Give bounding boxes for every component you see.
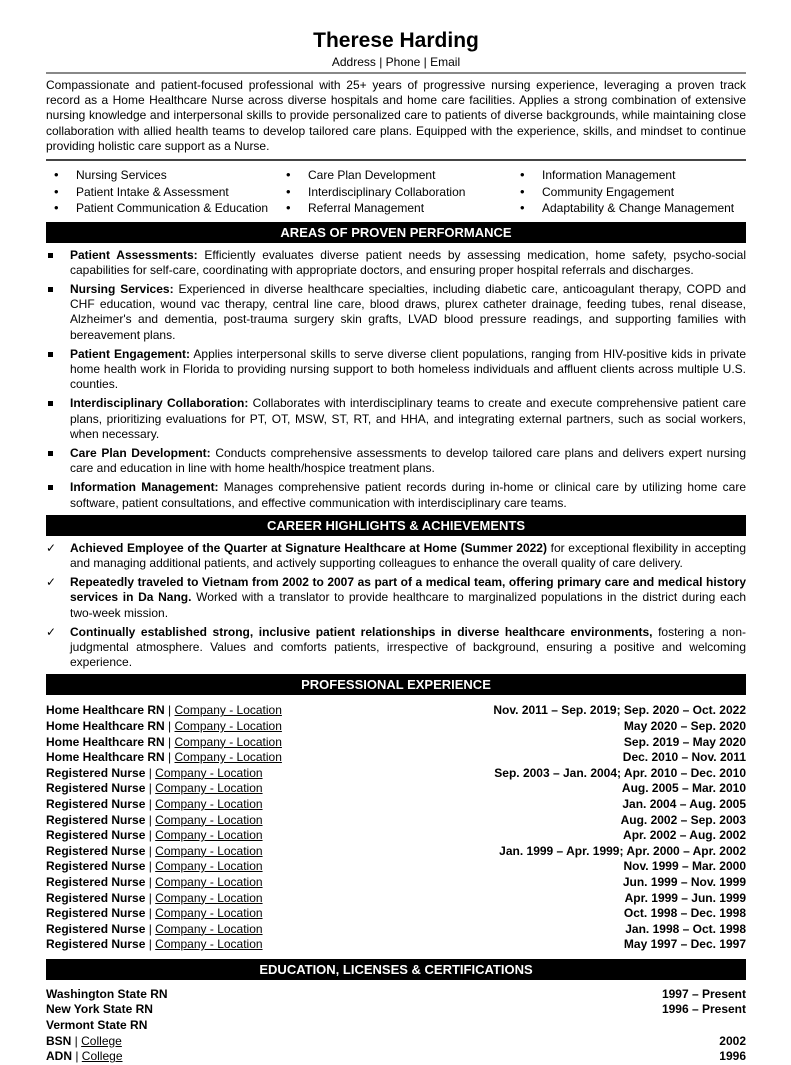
highlight-item-title: Achieved Employee of the Quarter at Signature Healthcare at Home (Summer 2022): [70, 540, 547, 555]
performance-item-text: Conducts comprehensive assessments to develop tailored care plans and delivers expert nursing care and education in line with home health/hospice treatment plans.: [70, 445, 746, 476]
credential-title: New York State RN: [46, 1002, 153, 1017]
highlight-item-text: for exceptional flexibility in accepting and managing additional patients, and actively supporting colleagues to enhance the overall quality of care delivery.: [70, 540, 747, 570]
school-link[interactable]: College: [81, 1033, 122, 1048]
experience-row: [46, 844, 746, 860]
experience-role: [46, 750, 282, 766]
skill-item: • Referral Management: [278, 200, 512, 217]
experience-role: [46, 703, 282, 719]
job-title: Registered Nurse: [46, 765, 146, 780]
credential: [46, 1018, 147, 1034]
credential-dates: 2002: [719, 1033, 746, 1048]
highlight-item: [46, 541, 746, 571]
separator: |: [145, 874, 156, 889]
separator: |: [145, 812, 156, 827]
credential: [46, 1034, 122, 1050]
job-dates: Jan. 2004 – Aug. 2005: [622, 796, 746, 811]
company-link[interactable]: Company - Location: [155, 890, 263, 905]
skill-item: • Nursing Services: [46, 167, 278, 184]
job-dates: Oct. 1998 – Dec. 1998: [623, 906, 746, 921]
experience-role: [46, 766, 263, 782]
skill-item: • Community Engagement: [512, 184, 746, 201]
education-row: [46, 1002, 746, 1018]
job-title: Registered Nurse: [46, 937, 146, 952]
job-dates: Jan. 1999 – Apr. 1999; Apr. 2000 – Apr. 2002: [499, 843, 746, 858]
education-row: [46, 1018, 746, 1034]
section-header-experience: PROFESSIONAL EXPERIENCE: [46, 674, 746, 695]
experience-row: [46, 797, 746, 813]
job-dates: Dec. 2010 – Nov. 2011: [622, 750, 746, 765]
credential-title: Vermont State RN: [46, 1018, 148, 1033]
experience-row: [46, 813, 746, 829]
company-link[interactable]: Company - Location: [155, 796, 263, 811]
job-dates: Aug. 2002 – Sep. 2003: [620, 812, 746, 827]
company-link[interactable]: Company - Location: [174, 703, 282, 718]
performance-item-title: Nursing Services:: [70, 281, 174, 296]
experience-role: [46, 891, 263, 907]
education-row: [46, 1049, 746, 1065]
section-header-education: EDUCATION, LICENSES & CERTIFICATIONS: [46, 959, 746, 980]
experience-row: [46, 906, 746, 922]
performance-list: [46, 248, 746, 511]
job-title: Registered Nurse: [46, 796, 146, 811]
job-title: Home Healthcare RN: [46, 703, 165, 718]
experience-role: [46, 813, 263, 829]
performance-item-text: Collaborates with interdisciplinary teams to create and execute comprehensive patient care plans, prioritizing evaluations for PT, OT, MSW, ST, RT, and HHA, and integrating external partners, such as social workers, when necessary.: [70, 396, 747, 441]
experience-row: [46, 750, 746, 766]
experience-role: [46, 797, 263, 813]
performance-item: [46, 480, 746, 510]
skill-item: • Patient Intake & Assessment: [46, 184, 278, 201]
experience-role: [46, 828, 263, 844]
separator: |: [145, 796, 156, 811]
separator: |: [164, 718, 175, 733]
company-link[interactable]: Company - Location: [155, 843, 263, 858]
credential: [46, 1049, 123, 1065]
separator: |: [145, 937, 156, 952]
credential: [46, 987, 168, 1003]
performance-item: [46, 347, 746, 393]
job-dates: Sep. 2003 – Jan. 2004; Apr. 2010 – Dec. 2010: [494, 765, 746, 780]
job-title: Registered Nurse: [46, 890, 146, 905]
skill-item: • Interdisciplinary Collaboration: [278, 184, 512, 201]
credential-title: ADN: [46, 1049, 72, 1064]
job-title: Registered Nurse: [46, 859, 146, 874]
job-dates: Aug. 2005 – Mar. 2010: [621, 781, 746, 796]
header-divider: [46, 72, 746, 74]
performance-item: [46, 396, 746, 442]
summary-divider: [46, 159, 746, 161]
resume-page: [46, 28, 746, 1065]
experience-role: [46, 875, 263, 891]
company-link[interactable]: Company - Location: [155, 874, 263, 889]
separator: |: [145, 843, 156, 858]
skill-item: • Information Management: [512, 167, 746, 184]
contact-line: Address | Phone | Email: [331, 55, 461, 69]
company-link[interactable]: Company - Location: [174, 750, 282, 765]
job-dates: May 2020 – Sep. 2020: [623, 718, 746, 733]
job-title: Registered Nurse: [46, 812, 146, 827]
separator: |: [145, 859, 156, 874]
candidate-name: Therese Harding: [313, 29, 479, 52]
performance-item-title: Care Plan Development:: [70, 445, 211, 460]
job-title: Home Healthcare RN: [46, 734, 165, 749]
highlight-item-title: Repeatedly traveled to Vietnam from 2002 to 2007 as part of a medical team, offering primary care and medical history services in Da Nang.: [70, 575, 746, 605]
experience-role: [46, 781, 263, 797]
education-row: [46, 987, 746, 1003]
performance-item: [46, 282, 746, 343]
company-link[interactable]: Company - Location: [155, 812, 263, 827]
separator: |: [72, 1049, 82, 1064]
performance-item-text: Efficiently evaluates diverse patient needs by assessing medication, home safety, psycho-social capabilities for self-care, coordinating with appropriate doctors, and ensuring proper hospital referrals and discharges.: [70, 247, 746, 277]
performance-item-title: Patient Engagement:: [70, 346, 191, 361]
credential: [46, 1002, 153, 1018]
experience-role: [46, 735, 282, 751]
separator: |: [145, 906, 156, 921]
job-dates: Apr. 2002 – Aug. 2002: [623, 828, 746, 843]
performance-item-title: Information Management:: [70, 480, 219, 495]
performance-item-text: Manages comprehensive patient records during in-home or clinical care by utilizing home care software, patient consultations, and effective communication with interdisciplinary care teams.: [70, 480, 746, 510]
separator: |: [71, 1033, 82, 1048]
experience-row: [46, 937, 746, 953]
company-link[interactable]: Company - Location: [155, 781, 263, 796]
highlight-item-text: fostering a non-judgmental atmosphere. Values and comforts patients, irrespective of background, ensuring a positive and welcoming experience.: [70, 624, 747, 670]
highlight-item: [46, 575, 746, 621]
separator: |: [145, 921, 156, 936]
credential-title: Washington State RN: [46, 986, 168, 1001]
experience-row: [46, 859, 746, 875]
experience-row: [46, 891, 746, 907]
experience-row: [46, 922, 746, 938]
credential-dates: 1996 – Present: [661, 1002, 746, 1017]
credential-dates: 1997 – Present: [661, 986, 746, 1001]
highlight-item-text: Worked with a translator to provide healthcare to marginalized populations in the district during each two-week mission.: [70, 590, 746, 620]
performance-item: [46, 248, 746, 278]
experience-row: [46, 735, 746, 751]
performance-item-text: Applies interpersonal skills to serve diverse client populations, ranging from HIV-positive kids in private home health work in Florida to providing nursing support to both homeless individuals and affluent clients across multiple U.S. counties.: [70, 346, 746, 392]
company-link[interactable]: Company - Location: [155, 921, 263, 936]
job-dates: Jan. 1998 – Oct. 1998: [625, 921, 746, 936]
separator: |: [145, 781, 156, 796]
highlight-item: [46, 625, 746, 671]
credential-dates: 1996: [719, 1049, 746, 1064]
job-dates: Apr. 1999 – Jun. 1999: [624, 890, 746, 905]
experience-row: [46, 875, 746, 891]
company-link[interactable]: Company - Location: [155, 937, 263, 952]
separator: |: [145, 828, 156, 843]
credential-title: BSN: [46, 1033, 72, 1048]
highlights-list: [46, 541, 746, 671]
job-dates: Nov. 2011 – Sep. 2019; Sep. 2020 – Oct. 2022: [493, 703, 746, 718]
education-row: [46, 1034, 746, 1050]
performance-item-text: Experienced in diverse healthcare specialties, including diabetic care, anticoagulant therapy, COPD and CHF education, wound vac therapy, central line care, blood draws, plurex catheter drainage, feeding tubes, renal disease, Alzheimer's and dementia, post-trauma surgery skin grafts, LVAD blood pressure readings, and supporting families with bereavement plans.: [70, 281, 746, 342]
school-link[interactable]: College: [81, 1049, 123, 1064]
performance-item-title: Patient Assessments:: [70, 247, 198, 262]
job-title: Registered Nurse: [46, 843, 146, 858]
performance-item: [46, 446, 746, 476]
job-dates: Sep. 2019 – May 2020: [623, 734, 746, 749]
separator: |: [164, 734, 175, 749]
skills-grid: [46, 167, 746, 217]
experience-role: [46, 844, 263, 860]
experience-row: [46, 719, 746, 735]
job-title: Registered Nurse: [46, 828, 146, 843]
experience-row: [46, 781, 746, 797]
job-title: Registered Nurse: [46, 921, 146, 936]
skills-column-2: [278, 167, 512, 217]
skill-item: • Patient Communication & Education: [46, 200, 278, 217]
experience-role: [46, 906, 263, 922]
experience-row: [46, 766, 746, 782]
experience-role: [46, 719, 282, 735]
job-title: Registered Nurse: [46, 781, 146, 796]
job-dates: Jun. 1999 – Nov. 1999: [622, 874, 746, 889]
separator: |: [164, 703, 175, 718]
experience-row: [46, 703, 746, 719]
experience-role: [46, 922, 263, 938]
separator: |: [145, 890, 156, 905]
separator: |: [164, 750, 175, 765]
education-list: [46, 987, 746, 1065]
job-dates: Nov. 1999 – Mar. 2000: [623, 859, 746, 874]
section-header-highlights: CAREER HIGHLIGHTS & ACHIEVEMENTS: [46, 515, 746, 536]
skill-item: • Adaptability & Change Management: [512, 200, 746, 217]
professional-summary: Compassionate and patient-focused professional with 25+ years of progressive nursing experience, leveraging a proven track record as a Home Healthcare Nurse across diverse hospitals and home care facilities. Applies a strong combination of extensive nursing knowledge and interpersonal skills to provide personalized care to patients of diverse backgrounds, while maintaining close collaboration with allied health teams to develop tailored care plans. Equipped with the experience, skills, and mindset to continue providing holistic care support as a Nurse.: [46, 78, 746, 153]
section-header-performance: AREAS OF PROVEN PERFORMANCE: [46, 222, 746, 243]
company-link[interactable]: Company - Location: [174, 734, 282, 749]
company-link[interactable]: Company - Location: [155, 906, 263, 921]
skills-column-3: [512, 167, 746, 217]
job-title: Home Healthcare RN: [46, 750, 165, 765]
skills-column-1: [46, 167, 278, 217]
job-dates: May 1997 – Dec. 1997: [623, 937, 746, 952]
experience-row: [46, 828, 746, 844]
job-title: Registered Nurse: [46, 906, 146, 921]
highlight-item-title: Continually established strong, inclusive patient relationships in diverse healthcare environments,: [70, 624, 653, 639]
performance-item-title: Interdisciplinary Collaboration:: [70, 396, 249, 411]
company-link[interactable]: Company - Location: [174, 718, 282, 733]
separator: |: [145, 765, 156, 780]
experience-role: [46, 937, 263, 953]
job-title: Home Healthcare RN: [46, 718, 165, 733]
skill-item: • Care Plan Development: [278, 167, 512, 184]
company-link[interactable]: Company - Location: [155, 859, 263, 874]
job-title: Registered Nurse: [46, 874, 146, 889]
company-link[interactable]: Company - Location: [155, 828, 263, 843]
company-link[interactable]: Company - Location: [155, 765, 263, 780]
experience-role: [46, 859, 263, 875]
experience-list: [46, 703, 746, 953]
